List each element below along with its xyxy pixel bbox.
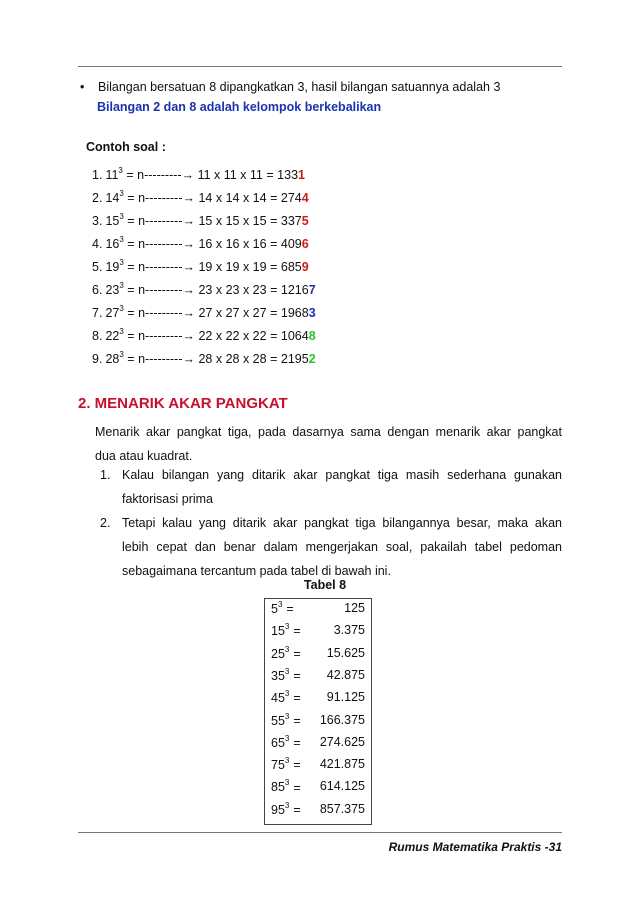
example-n-arrow: n--------- (138, 260, 183, 275)
example-equals: = (270, 306, 278, 321)
example-equals: = (127, 352, 135, 367)
example-row (92, 351, 316, 366)
example-result-last-digit: 1 (298, 168, 305, 183)
table-base: 85 (271, 780, 285, 795)
example-equals: = (270, 329, 278, 344)
list-text: sebagaimana tercantum pada tabel di bawah ini. (122, 564, 391, 578)
arrow-icon: → (182, 191, 195, 206)
table-exponent: 3 (277, 600, 283, 609)
cube-table (264, 598, 372, 825)
example-row (92, 236, 309, 251)
example-number: 7. (92, 306, 103, 321)
example-base: 11 (105, 168, 119, 183)
example-result-prefix: 337 (280, 214, 302, 229)
table-equals: = (286, 602, 294, 617)
arrow-icon: → (182, 352, 195, 367)
list-number: 1. (100, 468, 111, 482)
example-equals: = (127, 214, 135, 229)
example-exponent: 3 (118, 166, 123, 175)
table-value: 91.125 (326, 690, 365, 705)
arrow-icon: → (182, 283, 195, 298)
table-equals: = (293, 624, 301, 639)
example-number: 2. (92, 191, 103, 206)
table-row (271, 735, 365, 755)
table-value: 3.375 (333, 623, 365, 638)
example-number: 9. (92, 352, 103, 367)
table-base: 25 (271, 646, 285, 661)
table-equals: = (293, 758, 301, 773)
example-number: 3. (92, 214, 103, 229)
example-multiplication: 28 x 28 x 28 (198, 352, 267, 367)
table-exponent: 3 (284, 622, 290, 632)
example-row (92, 282, 316, 297)
example-equals: = (270, 237, 278, 252)
example-result-last-digit: 2 (308, 352, 316, 367)
table-row (271, 690, 365, 710)
example-exponent: 3 (119, 235, 124, 244)
arrow-icon: → (182, 329, 195, 344)
arrow-icon: → (182, 306, 195, 321)
intro-line-2: dua atau kuadrat. (95, 449, 193, 463)
table-value: 857.375 (319, 801, 365, 816)
example-equals: = (127, 191, 135, 206)
table-value: 42.875 (326, 667, 365, 682)
example-equals: = (126, 168, 134, 183)
list-text: faktorisasi prima (122, 492, 213, 506)
table-equals: = (293, 691, 301, 706)
example-number: 6. (92, 283, 103, 298)
example-n-arrow: n--------- (138, 191, 183, 206)
example-equals: = (127, 306, 135, 321)
example-exponent: 3 (119, 189, 124, 198)
example-number: 4. (92, 237, 103, 252)
table-value: 421.875 (319, 757, 365, 772)
list-text: Tetapi kalau yang ditarik akar pangkat tiga bilangannya besar, maka akan (122, 516, 562, 530)
example-base: 19 (105, 260, 120, 275)
blue-note: Bilangan 2 dan 8 adalah kelompok berkebalikan (97, 100, 382, 114)
table-equals: = (293, 802, 301, 817)
example-exponent: 3 (119, 281, 124, 290)
bullet-text: Bilangan bersatuan 8 dipangkatkan 3, hasil bilangan satuannya adalah 3 (98, 80, 501, 94)
example-number: 8. (92, 329, 103, 344)
example-equals: = (266, 168, 274, 183)
example-row (92, 190, 309, 205)
example-result-prefix: 1968 (280, 306, 309, 321)
example-number: 1. (92, 168, 103, 183)
table-row (271, 623, 365, 643)
table-value: 614.125 (319, 779, 365, 794)
example-multiplication: 15 x 15 x 15 (198, 214, 267, 229)
table-base: 15 (271, 624, 285, 639)
contoh-label: Contoh soal : (86, 140, 166, 154)
example-n-arrow: n--------- (138, 237, 183, 252)
table-value: 125 (344, 601, 365, 615)
example-exponent: 3 (119, 304, 124, 313)
list-text: Kalau bilangan yang ditarik akar pangkat tiga masih sederhana gunakan (122, 468, 562, 482)
example-result-last-digit: 3 (308, 306, 316, 321)
list-text: lebih cepat dan benar dalam mengerjakan soal, pakailah tabel pedoman (122, 540, 562, 554)
table-title: Tabel 8 (303, 578, 347, 592)
example-n-arrow: n--------- (138, 352, 183, 367)
table-exponent: 3 (284, 711, 290, 721)
example-base: 28 (105, 352, 120, 367)
table-equals: = (293, 735, 301, 750)
example-equals: = (127, 260, 135, 275)
example-result-prefix: 1216 (280, 283, 309, 298)
table-base: 45 (271, 691, 285, 706)
arrow-icon: → (182, 237, 195, 252)
table-exponent: 3 (284, 756, 290, 766)
table-row (271, 802, 365, 822)
table-exponent: 3 (284, 666, 290, 676)
example-equals: = (127, 283, 135, 298)
table-equals: = (293, 780, 301, 795)
example-multiplication: 23 x 23 x 23 (198, 283, 267, 298)
table-row (271, 757, 365, 777)
example-result-prefix: 2195 (280, 352, 309, 367)
list-number: 2. (100, 516, 111, 530)
example-row (92, 305, 316, 320)
example-multiplication: 16 x 16 x 16 (198, 237, 267, 252)
example-base: 27 (105, 306, 120, 321)
example-exponent: 3 (119, 327, 124, 336)
page-footer: Rumus Matematika Praktis -31 (388, 840, 562, 854)
example-result-last-digit: 9 (301, 260, 309, 275)
example-base: 23 (105, 283, 120, 298)
example-result-last-digit: 6 (301, 237, 309, 252)
example-equals: = (127, 237, 135, 252)
table-row (271, 779, 365, 799)
example-multiplication: 14 x 14 x 14 (198, 191, 267, 206)
example-equals: = (270, 214, 278, 229)
table-equals: = (293, 669, 301, 684)
example-result-last-digit: 4 (301, 191, 309, 206)
example-n-arrow: n--------- (138, 329, 183, 344)
example-exponent: 3 (119, 258, 124, 267)
table-exponent: 3 (284, 644, 290, 654)
table-value: 15.625 (326, 645, 365, 660)
example-equals: = (270, 283, 278, 298)
arrow-icon: → (182, 260, 195, 275)
intro-line-1: Menarik akar pangkat tiga, pada dasarnya sama dengan menarik akar pangkat (95, 425, 562, 439)
table-row (271, 646, 365, 666)
example-base: 22 (105, 329, 120, 344)
table-base: 95 (271, 802, 285, 817)
table-base: 55 (271, 713, 285, 728)
example-result-prefix: 1064 (280, 329, 309, 344)
table-row (271, 668, 365, 688)
example-n-arrow: n--------- (138, 214, 183, 229)
table-exponent: 3 (284, 689, 290, 699)
example-multiplication: 19 x 19 x 19 (198, 260, 267, 275)
table-exponent: 3 (284, 800, 290, 810)
example-result-last-digit: 5 (301, 214, 309, 229)
example-exponent: 3 (119, 350, 124, 359)
example-result-last-digit: 7 (308, 283, 316, 298)
table-value: 166.375 (319, 712, 365, 727)
example-equals: = (270, 260, 278, 275)
example-result-last-digit: 8 (308, 329, 316, 344)
table-value: 274.625 (319, 734, 365, 749)
example-row (92, 259, 309, 274)
example-row (92, 213, 309, 228)
section-title: 2. MENARIK AKAR PANGKAT (78, 395, 288, 412)
arrow-icon: → (182, 214, 195, 229)
table-base: 35 (271, 669, 285, 684)
example-base: 16 (105, 237, 120, 252)
example-row (92, 328, 316, 343)
example-result-prefix: 409 (280, 237, 302, 252)
table-equals: = (293, 713, 301, 728)
table-base: 5 (271, 602, 278, 617)
example-equals: = (127, 329, 135, 344)
example-base: 15 (105, 214, 120, 229)
table-base: 65 (271, 735, 285, 750)
example-base: 14 (105, 191, 120, 206)
table-row (271, 713, 365, 733)
example-number: 5. (92, 260, 103, 275)
example-multiplication: 27 x 27 x 27 (198, 306, 267, 321)
example-multiplication: 11 x 11 x 11 (197, 168, 263, 183)
top-rule (78, 66, 562, 67)
arrow-icon: → (181, 168, 195, 183)
table-base: 75 (271, 758, 285, 773)
example-equals: = (270, 191, 278, 206)
example-n-arrow: n--------- (137, 168, 182, 183)
table-exponent: 3 (284, 733, 290, 743)
bottom-rule (78, 832, 562, 833)
table-row (271, 601, 365, 621)
bullet-dot-icon: • (80, 80, 85, 94)
example-exponent: 3 (119, 212, 124, 221)
example-result-prefix: 685 (280, 260, 302, 275)
example-multiplication: 22 x 22 x 22 (198, 329, 267, 344)
example-result-prefix: 274 (280, 191, 302, 206)
example-n-arrow: n--------- (138, 306, 183, 321)
example-equals: = (270, 352, 278, 367)
table-equals: = (293, 646, 301, 661)
example-result-prefix: 133 (277, 168, 299, 183)
example-n-arrow: n--------- (138, 283, 183, 298)
table-exponent: 3 (284, 778, 290, 788)
example-row (92, 167, 305, 182)
